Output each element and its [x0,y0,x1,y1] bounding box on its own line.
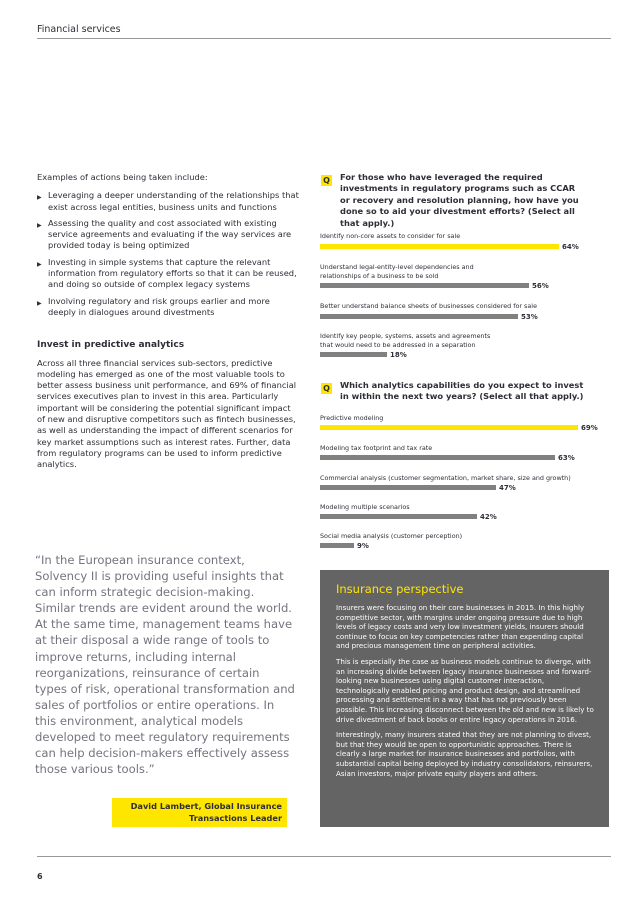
chart1-question: For those who have leveraged the required investments in regulatory programs such as CCAR or recovery and resolution planning, how have you done so to aid your divestment efforts? (Select all that apply.) [340,172,579,228]
bar-category-label: Social media analysis (customer perception) [320,532,463,540]
action-bullet-list [37,190,299,318]
section-heading: Invest in predictive analytics [37,340,185,351]
header-divider [37,38,611,39]
bar-value-label: 56% [532,282,549,290]
bullet-triangle-icon: ▶ [37,194,42,202]
question-badge: Q [321,383,332,394]
insurance-paragraph: Insurers were focusing on their core businesses in 2015. In this highly competitive sector, with margins under ongoing pressure due to high levels of legacy costs and very low investment yields, insurers should continue to focus on key competencies rather than expending capital and precious management time on peripheral activities. [336,603,585,651]
bar-value-label: 64% [562,243,579,251]
examples-intro: Examples of actions being taken include: [37,172,208,182]
bar-value-label: 9% [357,542,369,550]
bullet-item [37,218,299,252]
bar [320,352,387,357]
bullet-text: Involving regulatory and risk groups earlier and more deeply in dialogues around divestments [48,295,270,317]
bar-value-label: 18% [390,351,407,359]
attribution-line: David Lambert, Global Insurance [130,801,282,811]
bar-category-label: Identify non-core assets to consider for sale [320,232,461,240]
left-column [37,172,299,471]
bar-value-label: 69% [581,424,598,432]
insurance-perspective-box [320,570,609,827]
bar-value-label: 53% [521,313,538,321]
chart2-question: Which analytics capabilities do you expect to invest in within the next two years? (Select all that apply.) [340,380,584,402]
bullet-triangle-icon: ▶ [37,260,42,268]
bar-category-label: Predictive modeling [320,414,384,422]
insurance-title: Insurance perspective [336,582,464,596]
bar-category-label: Commercial analysis (customer segmentation, market share, size and growth) [320,474,571,482]
pull-quote: “In the European insurance context, Solvency II is providing useful insights that can inform strategic decision-making. Similar trends are evident around the world. At the same time, management teams have at their disposal a wide range of tools to improve returns, including internal reorganizations, reinsurance of certain types of risk, operational transformation and sales of portfolios or entire operations. In this environment, analytical models developed to meet regulatory requirements can help decision-makers effectively assess those various tools.” [35,553,295,777]
bullet-text: Assessing the quality and cost associated with existing service agreements and evaluating if the way services are provided today is being optimized [48,217,292,251]
bar-value-label: 42% [480,513,497,521]
bullet-item [37,296,299,319]
bar [320,455,555,460]
bullet-item [37,257,299,291]
quote-attribution [112,798,287,827]
running-header: Financial services [37,24,121,35]
body-paragraph: Across all three financial services sub-sectors, predictive modeling has emerged as one of the most valuable tools to better assess business unit performance, and 69% of financial services executives plan to invest in this area. Particularly important will be considering the potential significant impact of new and disruptive competitors such as fintech businesses, as well as understanding the impact of different scenarios for key market assumptions such as interest rates. Further, data from regulatory programs can be used to inform predictive analytics. [37,357,297,470]
bullet-text: Investing in simple systems that capture the relevant information from regulatory efforts so that it can be reused, and doing so outside of complex legacy systems [48,256,297,290]
insurance-paragraph: Interestingly, many insurers stated that they are not planning to divest, but that they would be open to opportunistic approaches. There is clearly a large market for insurance businesses and portfolios, with substantial capital being deployed by industry consolidators, reinsurers, Asian investors, major private equity players and others. [336,730,593,778]
bar-category-label: Modeling multiple scenarios [320,503,410,511]
insurance-paragraph: This is especially the case as business models continue to diverge, with an increasing divide between legacy insurance businesses and forward-looking new businesses using digital customer interaction, technologically enabled pricing and product design, and streamlined processing and settlement in a way that has not previously been possible. This increasing disconnect between the old and new is likely to drive divestment of back books or entire legacy operations in 2016. [336,656,594,724]
bar [320,485,496,490]
bullet-triangle-icon: ▶ [37,221,42,229]
bar-category-label: Understand legal-entity-level dependencies and relationships of a business to be sold [320,263,474,280]
question-badge: Q [321,175,332,186]
bullet-item [37,190,299,213]
bullet-triangle-icon: ▶ [37,299,42,307]
bar [320,283,529,288]
bar [320,314,518,319]
bar [320,543,354,548]
bar [320,244,559,249]
page-number: 6 [37,872,43,881]
bar-value-label: 63% [558,454,575,462]
bar [320,425,578,430]
footer-divider [37,856,611,857]
attribution-line: Transactions Leader [189,813,282,823]
bar-value-label: 47% [499,484,516,492]
bar-category-label: Identify key people, systems, assets and agreements that would need to be addressed in a separation [320,332,491,349]
bar [320,514,477,519]
bar-category-label: Modeling tax footprint and tax rate [320,444,433,452]
bar-category-label: Better understand balance sheets of businesses considered for sale [320,302,538,310]
bullet-text: Leveraging a deeper understanding of the relationships that exist across legal entities, business units and functions [48,190,299,212]
